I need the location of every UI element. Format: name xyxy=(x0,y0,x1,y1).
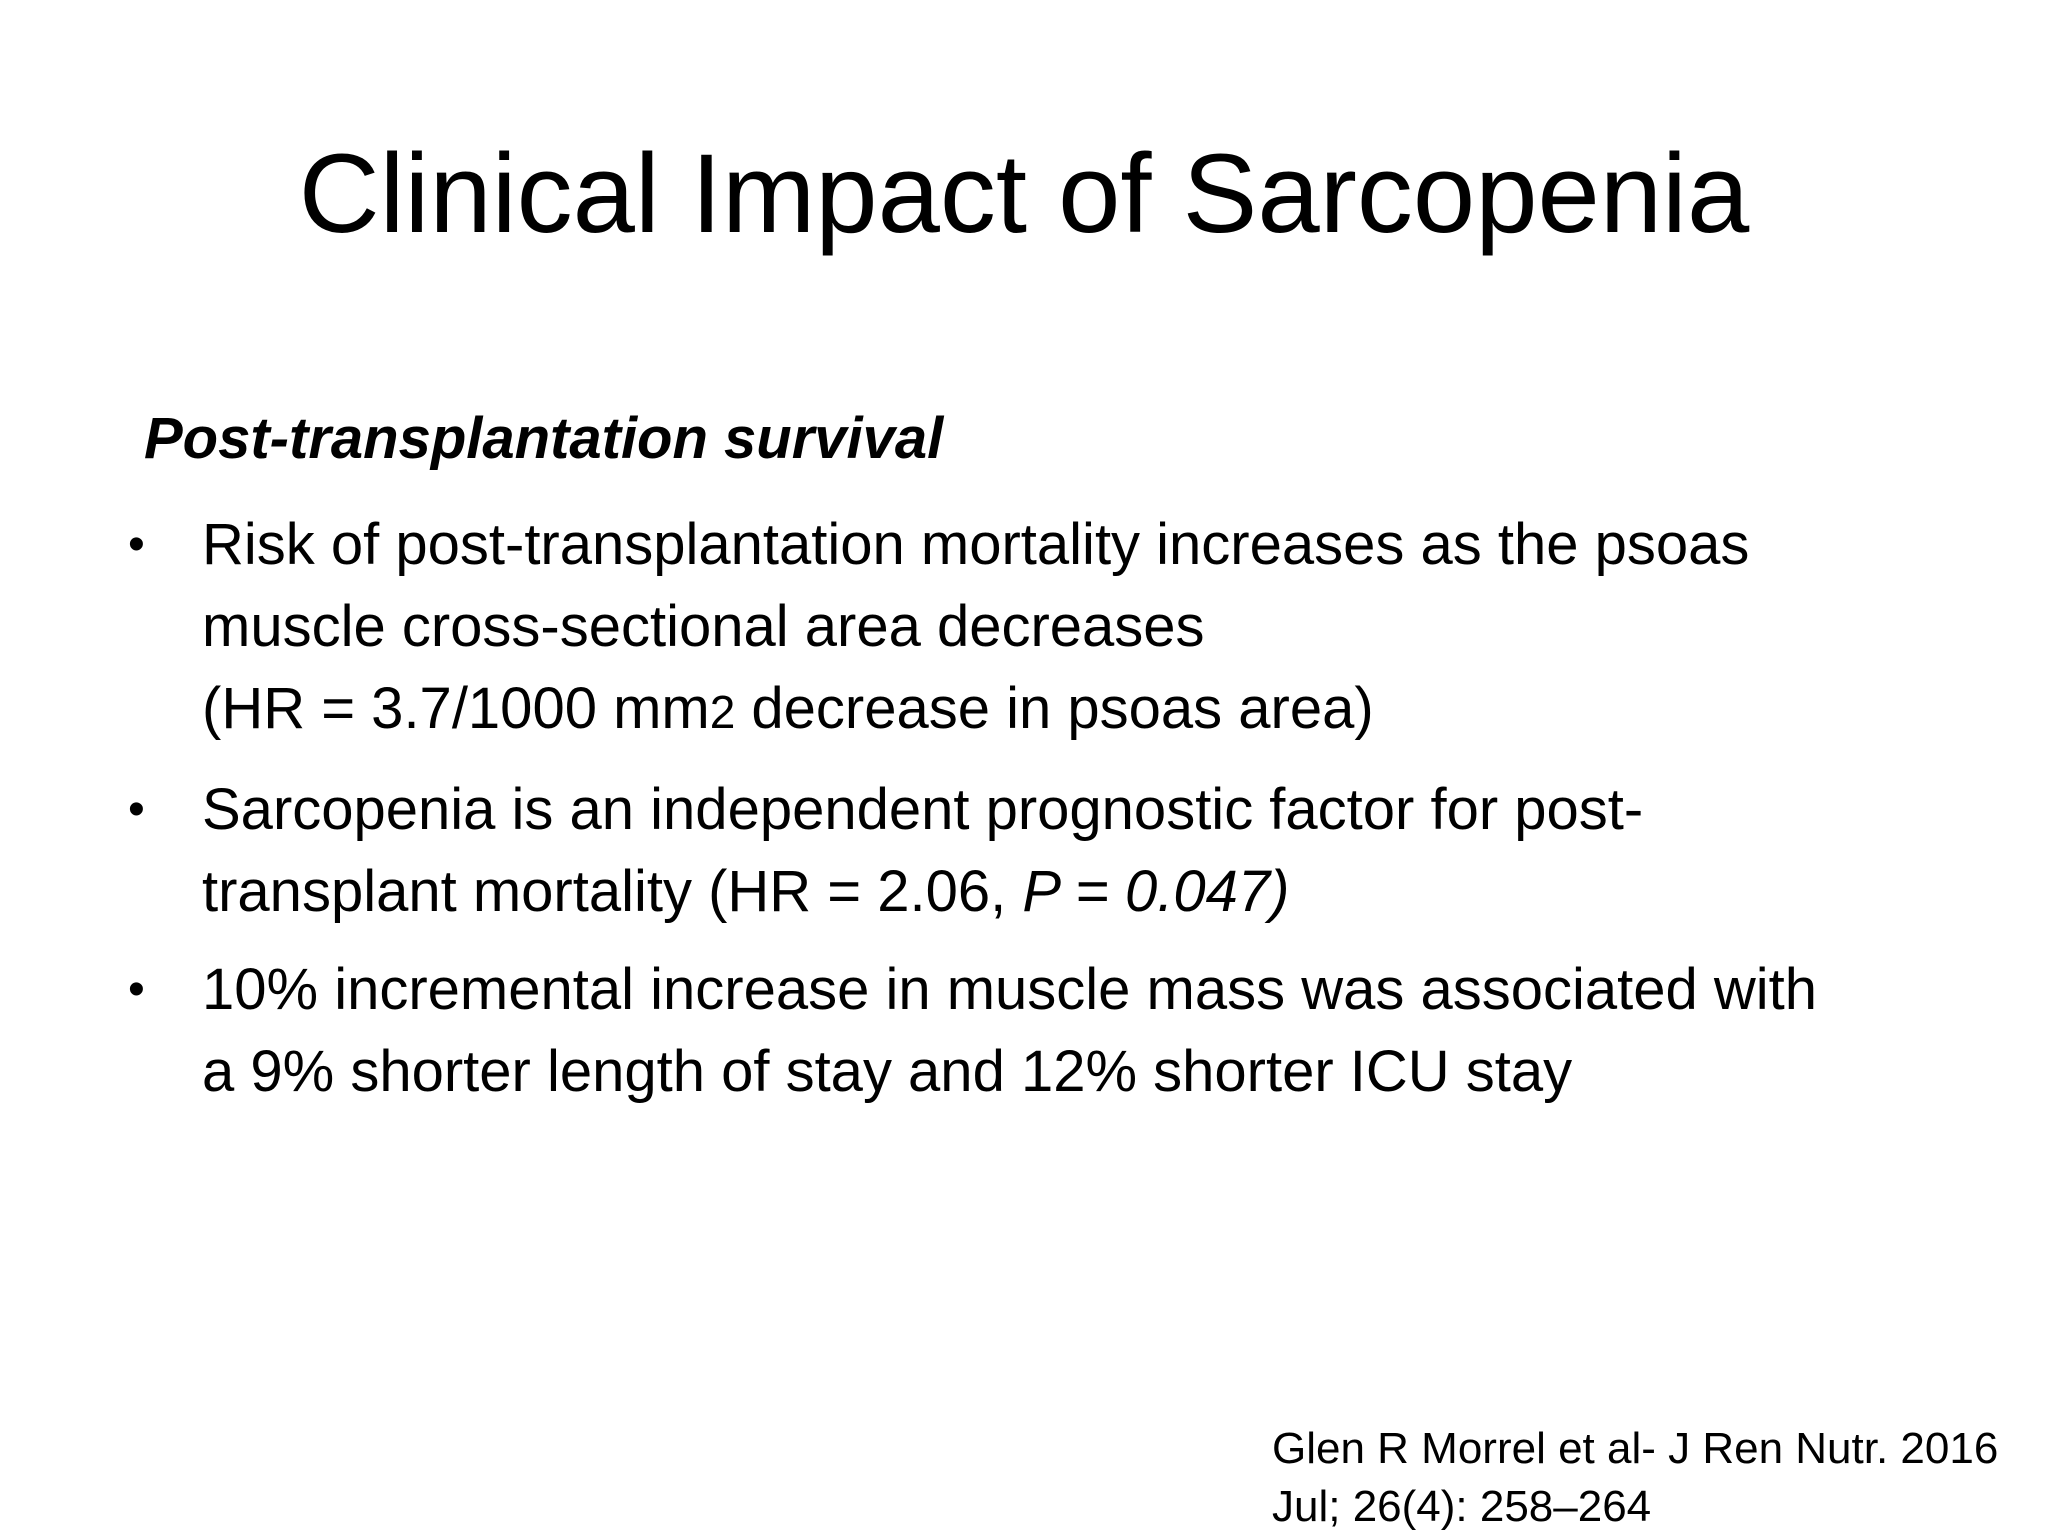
section-heading: Post-transplantation survival xyxy=(144,406,944,471)
bullet-item-prognostic-factor xyxy=(118,769,1978,933)
bullet-item-psoas-area xyxy=(118,504,1978,753)
bullet-text-line: Risk of post-transplantation mortality increases as the psoas xyxy=(202,512,1750,577)
bullet-text-line: 10% incremental increase in muscle mass was associated with xyxy=(202,957,1818,1022)
bullet-text-line: a 9% shorter length of stay and 12% shorter ICU stay xyxy=(202,1039,1573,1104)
bullet-item-muscle-mass xyxy=(118,949,1978,1113)
bullet-list xyxy=(118,504,1978,1129)
slide-title: Clinical Impact of Sarcopenia xyxy=(298,131,1750,256)
hr-text-rest: decrease in psoas area) xyxy=(735,676,1374,741)
bullet-text-line xyxy=(202,851,1978,933)
bullet-icon: • xyxy=(128,783,145,836)
citation-line: Jul; 26(4): 258–264 xyxy=(1272,1482,1652,1531)
bullet-text-line: Sarcopenia is an independent prognostic factor for post- xyxy=(202,777,1644,842)
bullet-text-line xyxy=(202,668,1978,753)
bullet-icon: • xyxy=(128,518,145,571)
hr-text: (HR = 3.7/1000 mm xyxy=(202,676,710,741)
p-value: P = 0.047) xyxy=(1022,859,1290,924)
unit-exponent: 2 xyxy=(709,686,736,738)
citation xyxy=(1272,1420,1998,1536)
hr-text: transplant mortality (HR = 2.06, xyxy=(202,859,1023,924)
bullet-text-line: muscle cross-sectional area decreases xyxy=(202,594,1205,659)
bullet-icon: • xyxy=(128,963,145,1016)
citation-line: Glen R Morrel et al- J Ren Nutr. 2016 xyxy=(1272,1424,1999,1473)
